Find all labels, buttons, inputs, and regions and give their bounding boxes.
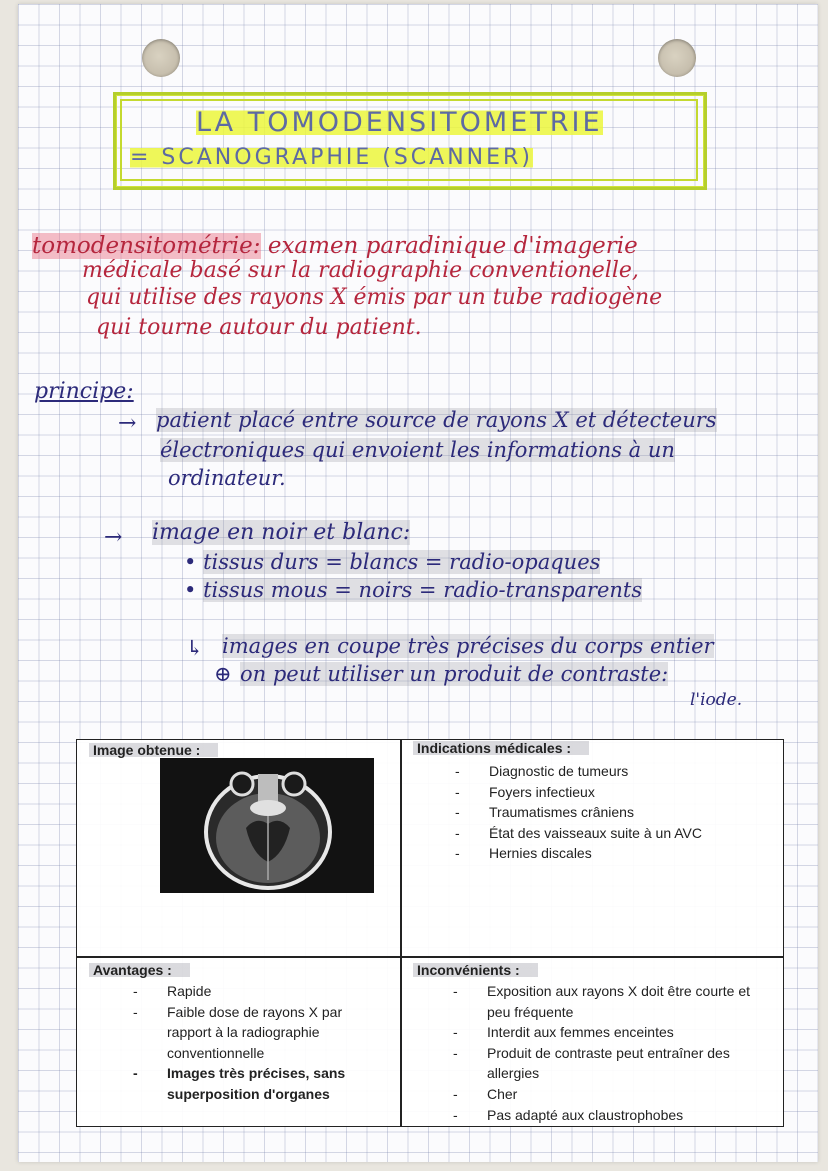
list-item: - Hernies discales xyxy=(411,843,771,864)
sub-line: images en coupe très précises du corps entier xyxy=(222,634,714,658)
list-item: - Traumatismes crâniens xyxy=(411,802,771,823)
list-item: - Images très précises, sans superposition d'organes xyxy=(89,1063,389,1104)
principe-line: patient placé entre source de rayons X et détecteurs xyxy=(156,408,717,432)
list-item: - Diagnostic de tumeurs xyxy=(411,761,771,782)
definition-line: examen paradinique d'imagerie xyxy=(267,233,638,259)
definition-line: médicale basé sur la radiographie conventionelle, xyxy=(82,258,639,283)
punch-hole-left xyxy=(142,39,180,77)
definition-term: tomodensitométrie: xyxy=(32,233,261,259)
list-item: - Rapide xyxy=(89,981,389,1002)
bullet-item: • tissus durs = blancs = radio-opaques xyxy=(184,550,601,574)
table-divider-horizontal xyxy=(77,956,783,958)
inconvenients-list xyxy=(409,981,769,1125)
principe-line: ordinateur. xyxy=(168,466,286,490)
ct-scan-image xyxy=(160,758,374,893)
avantages-title: Avantages : xyxy=(89,962,190,978)
indications-list xyxy=(411,761,771,864)
table-divider-vertical xyxy=(400,740,402,1126)
bullet-item: • tissus mous = noirs = radio-transparents xyxy=(184,578,643,602)
list-item: - Cher xyxy=(409,1084,769,1105)
sub-line: on peut utiliser un produit de contraste: xyxy=(240,662,669,686)
list-item: - Faible dose de rayons X par rapport à la radiographie conventionnelle xyxy=(89,1002,389,1064)
list-item: - Foyers infectieux xyxy=(411,782,771,803)
plus-icon: ⊕ xyxy=(214,662,232,686)
arrow-icon: → xyxy=(104,525,123,550)
sub-arrow-icon: ↳ xyxy=(186,636,204,660)
contrast-note: l'iode. xyxy=(690,690,743,710)
principe-line: électroniques qui envoient les informations à un xyxy=(160,438,675,462)
indications-title: Indications médicales : xyxy=(413,740,589,756)
avantages-list xyxy=(89,981,389,1105)
image-title: Image obtenue : xyxy=(89,742,218,758)
list-item: - Exposition aux rayons X doit être courte et peu fréquente xyxy=(409,981,769,1022)
list-item: - État des vaisseaux suite à un AVC xyxy=(411,823,771,844)
definition-line: qui utilise des rayons X émis par un tube radiogène xyxy=(86,285,663,310)
image-heading: image en noir et blanc: xyxy=(152,520,411,545)
inconvenients-title: Inconvénients : xyxy=(413,962,538,978)
principe-heading: principe: xyxy=(34,379,134,404)
list-item: - Interdit aux femmes enceintes xyxy=(409,1022,769,1043)
page-subtitle: = SCANOGRAPHIE (SCANNER) xyxy=(130,145,533,170)
page-title: LA TOMODENSITOMETRIE xyxy=(196,107,603,138)
arrow-icon: → xyxy=(118,411,137,436)
summary-table xyxy=(76,739,784,1127)
definition-line: qui tourne autour du patient. xyxy=(96,315,422,340)
punch-hole-right xyxy=(658,39,696,77)
list-item: - Pas adapté aux claustrophobes xyxy=(409,1105,769,1126)
definition-block xyxy=(32,234,638,258)
list-item: - Produit de contraste peut entraîner des allergies xyxy=(409,1043,769,1084)
